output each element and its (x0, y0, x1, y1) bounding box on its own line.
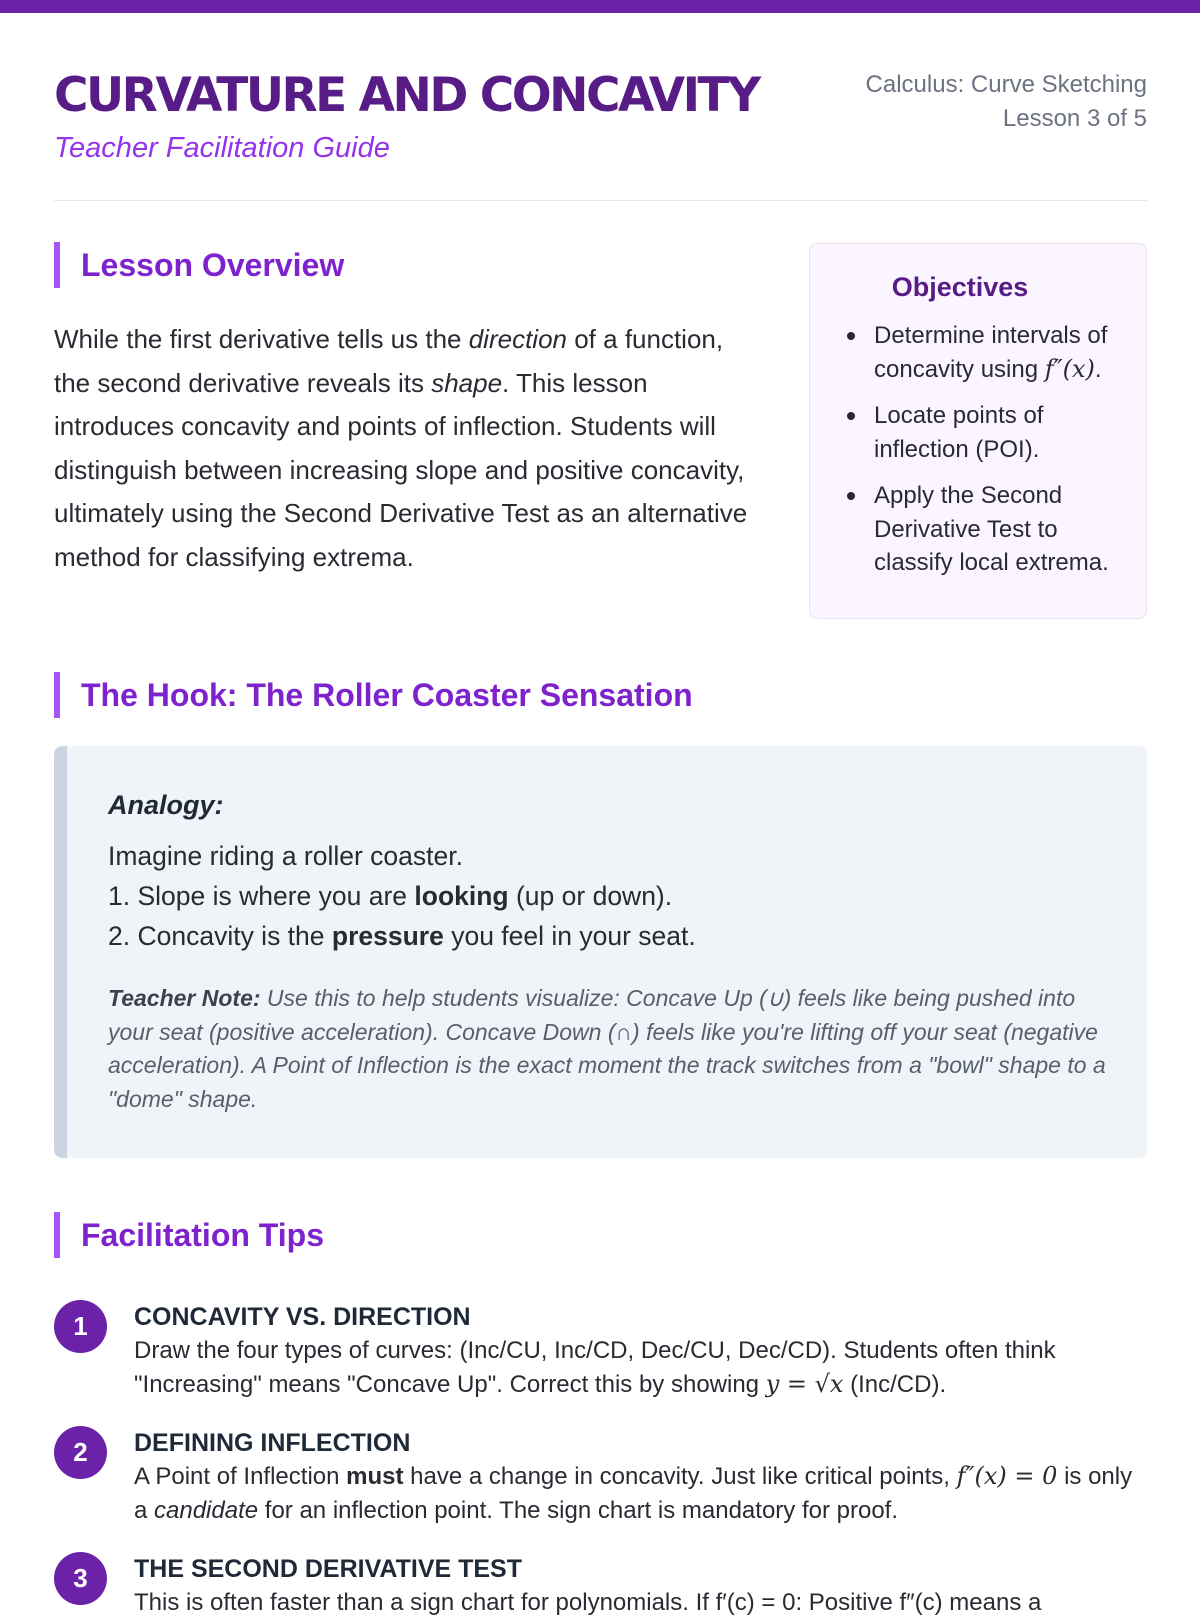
tip-text-part: have a change in concavity. Just like critical points, (403, 1463, 957, 1490)
analogy-title: Analogy: (108, 790, 224, 820)
tip-emphasis: candidate (154, 1496, 259, 1524)
objective-item (834, 319, 1126, 386)
analogy-text: you feel in your seat. (443, 921, 696, 951)
course-name: Calculus: Curve Sketching (865, 71, 1147, 98)
overview-text-1: While the first derivative tells us the (54, 324, 469, 354)
top-accent-bar (0, 0, 1200, 13)
analogy-lines (108, 836, 1107, 956)
tip-text: This is often faster than a sign chart for polynomials. If f′(c) = 0: Positive f″(c) means a (134, 1589, 1042, 1616)
overview-paragraph (54, 318, 754, 579)
tip-text-part: (Inc/CD). (843, 1370, 947, 1398)
analogy-bold: looking (414, 881, 509, 911)
analogy-callout (54, 746, 1147, 1158)
objective-item: Apply the Second Derivative Test to classify local extrema. (834, 479, 1126, 580)
tip-number-badge: 1 (54, 1300, 107, 1353)
analogy-line (108, 876, 1107, 916)
teacher-note-label: Teacher Note: (108, 985, 261, 1011)
tip-text (134, 1334, 1147, 1401)
tip-number-badge: 3 (54, 1552, 107, 1605)
tip-text-part: Draw the four types of curves: (Inc/CU, Inc/CD, Dec/CU, Dec/CD). Students often think "Increasing" means "Concave Up". Correct this by showing (134, 1337, 1056, 1398)
analogy-line (108, 916, 1107, 956)
tip-title: CONCAVITY VS. DIRECTION (134, 1303, 471, 1331)
math-expression: f″(x) (1044, 354, 1095, 383)
tip-body (134, 1426, 1147, 1527)
tip-bold: must (346, 1463, 404, 1490)
analogy-bold: pressure (331, 921, 444, 951)
overview-text-2: of a function, the second derivative reveals its (54, 324, 724, 398)
analogy-text: (up or down). (508, 881, 673, 911)
tip-text-part: A Point of Inflection (134, 1463, 347, 1490)
tip-body (134, 1300, 1147, 1401)
objectives-title: Objectives (891, 272, 1029, 302)
section-heading-hook: The Hook: The Roller Coaster Sensation (54, 672, 693, 718)
section-heading-overview: Lesson Overview (54, 242, 344, 288)
analogy-text: 2. Concavity is the (108, 921, 332, 951)
tip-title: DEFINING INFLECTION (134, 1429, 411, 1457)
page-subtitle: Teacher Facilitation Guide (54, 132, 390, 164)
objective-item: Locate points of inflection (POI). (834, 399, 1126, 466)
analogy-line: Imagine riding a roller coaster. (108, 841, 463, 871)
header-divider (54, 200, 1147, 201)
tip-text (134, 1460, 1147, 1527)
tip-text-part: for an inflection point. The sign chart is mandatory for proof. (258, 1496, 898, 1524)
overview-emphasis-direction: direction (468, 324, 567, 354)
page-header (54, 68, 1147, 166)
page-title: CURVATURE AND CONCAVITY (54, 68, 759, 123)
objectives-list (834, 319, 1126, 580)
tip-text-part: is only a (134, 1463, 1133, 1524)
teacher-note-text: Use this to help students visualize: Concave Up (∪) feels like being pushed into your seat (positive acceleration). Concave Down (∩) feels like you're lifting off your seat (negative acceleration). A Point of Inflection is the exact moment the track switches from a "bowl" shape to a "dome" shape. (108, 985, 1106, 1112)
analogy-text: 1. Slope is where you are (108, 881, 415, 911)
tip-body (134, 1552, 1147, 1620)
lesson-number: Lesson 3 of 5 (1002, 105, 1147, 132)
teacher-note (108, 982, 1107, 1116)
objectives-box (809, 243, 1147, 619)
objective-text-end: . (1094, 355, 1102, 383)
tip-number-badge: 2 (54, 1426, 107, 1479)
overview-emphasis-shape: shape (431, 367, 503, 398)
math-expression: f″(x) = 0 (956, 1462, 1058, 1490)
overview-text-3: . This lesson introduces concavity and points of inflection. Students will distinguish between increasing slope and positive concavity, ultimately using the Second Derivative Test as an alternative method for classifying extrema. (54, 367, 748, 572)
tip-title: THE SECOND DERIVATIVE TEST (134, 1555, 523, 1583)
lesson-meta (866, 68, 1147, 136)
objective-text: Determine intervals of concavity using (874, 322, 1108, 383)
section-heading-tips: Facilitation Tips (54, 1212, 324, 1258)
math-expression: y = √x (765, 1369, 844, 1398)
